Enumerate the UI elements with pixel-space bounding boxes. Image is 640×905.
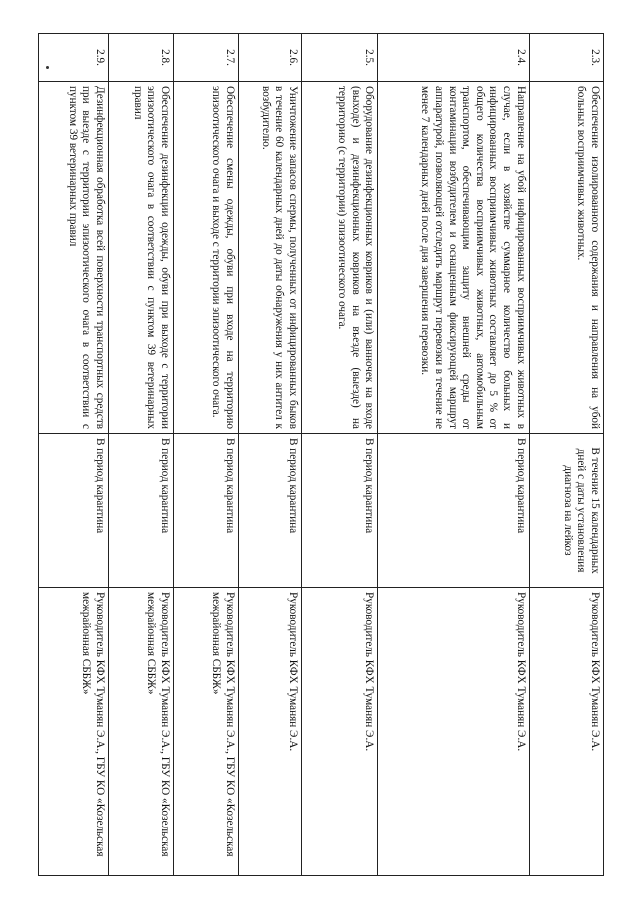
responsible-text: Руководитель КФХ Туманян Э.А., ГБУ КО «Козельская межрайонная СББЖ»	[39, 588, 109, 876]
responsible-text: Руководитель КФХ Туманян Э.А., ГБУ КО «Козельская межрайонная СББЖ»	[173, 588, 238, 876]
measure-text: Оборудование дезинфекционных ковриков и (или) ванночек на входе (выходе) и дезинфекционных ковриков на въезде (выезде) на территорию (с территории) эпизоотического очага.	[301, 82, 378, 434]
responsible-text: Руководитель КФХ Туманян Э.А., ГБУ КО «Козельская межрайонная СББЖ»	[108, 588, 173, 876]
table-row	[239, 34, 302, 876]
term-text: В период карантина	[173, 434, 238, 588]
table-row	[108, 34, 173, 876]
term-text: В период карантина	[301, 434, 378, 588]
measure-text: Направление на убой инфицированных восприимчивых животных в случае, если в хозяйстве суммарное количество больных и инфицированных восприимчивых животных составляет до 5 % от общего количества восприимчивых животных, автомобильным транспортом, обеспечивающим защиту внешней среды от контаминации возбудителем и оснащенным фиксирующей маршрут аппаратурой, позволяющей отследить маршрут перевозки в течение не менее 7 календарных дней после дня завершения перевозки.	[378, 82, 529, 434]
term-text: В период карантина	[39, 434, 109, 588]
term-text: В период карантина	[378, 434, 529, 588]
responsible-text: Руководитель КФХ Туманян Э.А.	[301, 588, 378, 876]
row-number: 2.7.	[173, 34, 238, 82]
measure-text: Обеспечение изолированного содержания и направления на убой больных восприимчивых животных.	[529, 82, 603, 434]
term-text: В период карантина	[239, 434, 302, 588]
row-number: 2.8.	[108, 34, 173, 82]
responsible-text: Руководитель КФХ Туманян Э.А.	[529, 588, 603, 876]
table-row	[301, 34, 378, 876]
responsible-text: Руководитель КФХ Туманян Э.А.	[378, 588, 529, 876]
measure-text: Обеспечение смены одежды, обуви при входе на территорию эпизоотического очага и выходе с территории эпизоотического очага.	[173, 82, 238, 434]
quarantine-measures-table	[38, 33, 604, 876]
term-text: В течение 15 календарных дней с даты установления диагноза на лейкоз	[529, 434, 603, 588]
responsible-text: Руководитель КФХ Туманян Э.А.	[239, 588, 302, 876]
row-number: 2.9.	[39, 34, 109, 82]
table-row	[173, 34, 238, 876]
measure-text: Обеспечение дезинфекции одежды, обуви при выходе с территории эпизоотического очага в соответствии с пунктом 39 ветеринарных правил	[108, 82, 173, 434]
term-text: В период карантина	[108, 434, 173, 588]
measure-text: Уничтожение запасов спермы, полученных от инфицированных быков в течение 60 календарных дней до даты обнаружения у них антител к возбудителю.	[239, 82, 302, 434]
table-row	[529, 34, 603, 876]
row-number: 2.5.	[301, 34, 378, 82]
rotated-table-sheet	[38, 33, 604, 875]
row-number: 2.6.	[239, 34, 302, 82]
row-number: 2.3.	[529, 34, 603, 82]
measure-text: Дезинфекционная обработка всей поверхности транспортных средств при выезде с территории эпизоотического очага в соответствии с пунктом 39 ветеринарных правил	[39, 82, 109, 434]
row-number: 2.4.	[378, 34, 529, 82]
table-row	[378, 34, 529, 876]
table-row	[39, 34, 109, 876]
